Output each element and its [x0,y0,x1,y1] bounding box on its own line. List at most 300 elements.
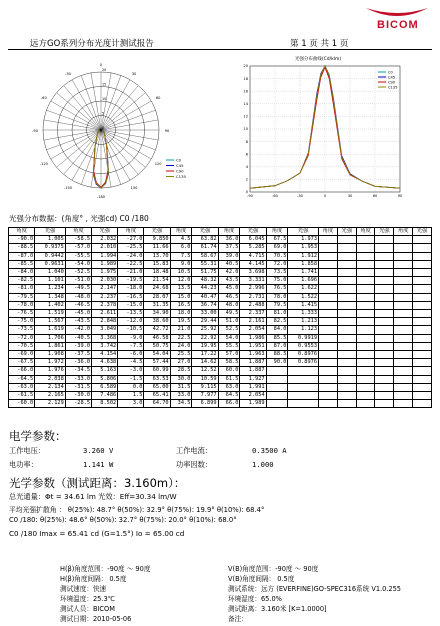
table-cell: 78.0 [266,293,288,301]
table-cell [337,260,356,268]
footer-right-line: 测试距离：3.160米 [K=1.0000] [228,605,327,613]
table-cell: 50.75 [144,342,170,350]
table-cell [356,342,375,350]
table-cell: 1.402 [35,301,66,309]
table-cell [413,293,432,301]
polar-radius-label: 20 [102,68,107,72]
table-cell: 3.049 [92,326,118,334]
table-cell: -79.5 [9,293,35,301]
table-cell: -60.0 [9,400,35,408]
table-cell: -22.5 [118,260,144,268]
table-cell: 82.5 [266,318,288,326]
table-cell: 1.989 [92,260,118,268]
optical-flux-line: 总光通量：Φt = 34.61 lm 光效：Eff=30.34 lm/W [9,492,177,501]
table-cell: -49.5 [65,285,91,293]
distribution-caption: 光强分布数据：(角度° , 光强cd) C0 /180 [9,214,149,223]
table-header-cell: 角度 [65,228,91,236]
y-tick-label: 12 [243,114,248,119]
table-cell: 6.899 [192,400,218,408]
table-header-cell: 光强 [288,228,319,236]
table-cell: 1.519 [35,310,66,318]
table-cell: -4.5 [118,359,144,367]
table-cell [266,392,288,400]
table-cell: 19.5 [170,318,192,326]
table-cell: 1.696 [288,277,319,285]
table-cell: 61.5 [218,375,240,383]
table-cell: 2.030 [92,277,118,285]
table-cell [375,285,394,293]
table-cell: 14.62 [192,359,218,367]
table-cell: 0.0 [118,383,144,391]
table-cell [337,236,356,244]
table-cell [337,293,356,301]
table-cell: 3.0 [118,400,144,408]
table-row [9,359,432,367]
x-tick-label: -60 [272,194,278,198]
table-cell: 65.41 [144,392,170,400]
table-cell [319,244,338,252]
table-row [9,334,432,342]
polar-angle-label: -180 [96,195,106,199]
table-cell [394,400,413,408]
polar-angle-label: 150 [130,186,138,191]
table-cell [337,342,356,350]
table-cell [413,400,432,408]
table-cell [356,326,375,334]
table-cell: -57.0 [65,244,91,252]
table-cell: -61.5 [9,392,35,400]
table-cell: 1.912 [288,252,319,260]
table-cell: 10.5 [170,269,192,277]
power-value: 1.141 W [83,460,114,469]
table-cell [356,351,375,359]
table-cell [394,301,413,309]
y-tick-label: 16 [243,89,248,94]
y-tick-label: 0 [245,190,248,195]
table-cell: -43.5 [65,318,91,326]
table-cell: 1.975 [92,269,118,277]
table-cell: -10.5 [118,326,144,334]
table-cell [319,359,338,367]
table-cell: -40.5 [65,334,91,342]
table-cell: 33.00 [192,310,218,318]
table-cell: -1.5 [118,375,144,383]
optical-beam-angle-line: 平均光强扩散角 ： θ(25%): 48.7° θ(50%): 32.9° θ(75%): 19.9° θ(10%): 68.4° [9,506,265,514]
table-cell [356,260,375,268]
table-cell: 72.0 [266,260,288,268]
table-cell: 28.5 [170,367,192,375]
table-cell [319,392,338,400]
table-cell [413,252,432,260]
voltage-label: 工作电压： [9,446,45,455]
table-cell [356,277,375,285]
table-cell: 1.986 [240,334,266,342]
table-cell [413,310,432,318]
table-cell: 1.213 [288,318,319,326]
table-cell: 1.994 [92,252,118,260]
table-cell [375,334,394,342]
table-cell: -76.5 [9,310,35,318]
table-cell: 60.99 [144,367,170,375]
table-cell: 21.0 [170,326,192,334]
table-cell [288,392,319,400]
x-tick-label: -30 [297,194,303,198]
table-cell [337,351,356,359]
table-cell: -21.0 [118,269,144,277]
table-cell: 2.038 [35,375,66,383]
table-cell: 15.83 [144,260,170,268]
table-cell: -25.5 [118,244,144,252]
footer-left-line: 测试速度：快速 [60,585,107,593]
table-cell [394,310,413,318]
table-cell: 79.5 [266,301,288,309]
table-cell: 48.0 [218,301,240,309]
table-cell: 2.488 [240,301,266,309]
line-legend-label: C135 [388,85,398,90]
table-cell: 54.0 [218,334,240,342]
table-cell: 2.129 [35,400,66,408]
table-cell: 52.5 [218,326,240,334]
table-cell [375,383,394,391]
table-cell [413,375,432,383]
table-cell [413,383,432,391]
table-cell [394,318,413,326]
table-cell [413,318,432,326]
table-cell: 1.040 [35,269,66,277]
table-cell [337,318,356,326]
table-cell: -31.5 [65,383,91,391]
table-cell [356,301,375,309]
table-cell: 1.887 [240,359,266,367]
table-cell: 2.996 [240,285,266,293]
table-cell: 66.0 [218,400,240,408]
table-cell [375,318,394,326]
table-cell: 9.0 [170,260,192,268]
table-cell: -85.5 [9,260,35,268]
table-cell: 0.8976 [288,351,319,359]
table-cell: -13.5 [118,310,144,318]
table-cell: 73.5 [266,269,288,277]
table-cell: -81.0 [9,285,35,293]
table-cell: 38.60 [144,318,170,326]
table-cell [337,383,356,391]
table-cell [319,277,338,285]
table-cell: 64.70 [144,400,170,408]
table-header-cell: 角度 [356,228,375,236]
table-cell [319,269,338,277]
electrical-heading: 电学参数： [9,429,67,443]
table-cell [266,367,288,375]
table-cell: 0.9375 [35,244,66,252]
table-cell: -15.0 [118,301,144,309]
table-cell: 48.32 [192,277,218,285]
table-cell: 24.68 [144,285,170,293]
table-cell: 3.742 [92,342,118,350]
table-row [9,236,432,244]
table-cell: 63.53 [144,375,170,383]
table-row [9,269,432,277]
table-header-cell: 角度 [218,228,240,236]
table-cell: 37.5 [218,244,240,252]
table-cell: 2.337 [240,310,266,318]
table-cell: -33.0 [65,375,91,383]
table-cell: 13.5 [170,285,192,293]
table-cell [394,277,413,285]
table-cell: -67.5 [9,359,35,367]
table-cell [375,351,394,359]
polar-angle-label: -120 [39,162,48,166]
table-cell: -16.5 [118,293,144,301]
table-cell: 5.285 [240,244,266,252]
polar-radius-label: 15 [102,82,107,87]
table-cell: 17.22 [192,351,218,359]
table-cell: 3.698 [240,269,266,277]
table-cell: 58.67 [192,252,218,260]
table-cell: 45.0 [218,285,240,293]
table-cell [413,301,432,309]
table-cell: -58.5 [65,236,91,244]
table-cell [356,285,375,293]
table-cell [356,375,375,383]
table-cell [356,392,375,400]
table-row [9,285,432,293]
table-cell [375,359,394,367]
table-cell: 2.161 [240,318,266,326]
polar-legend-label: C135 [176,174,186,179]
table-cell: -82.5 [9,277,35,285]
table-cell: -78.0 [9,301,35,309]
table-header-cell: 光强 [413,228,432,236]
table-row [9,301,432,309]
table-cell: 4.154 [92,351,118,359]
table-cell: 49.5 [218,310,240,318]
table-header-row [9,228,432,236]
table-cell [356,310,375,318]
table-cell [413,236,432,244]
table-cell: -18.0 [118,285,144,293]
table-cell: 43.5 [218,277,240,285]
table-cell: 7.486 [92,392,118,400]
table-cell: -66.0 [9,367,35,375]
table-cell [394,383,413,391]
table-cell: -3.0 [118,367,144,375]
table-cell [356,383,375,391]
power-factor-label: 功率因数： [176,460,212,469]
power-factor-value: 1.000 [252,460,274,469]
footer-right-line: V(B)角度范围：-90度 ～ 90度 [228,565,319,573]
table-cell: -87.0 [9,252,35,260]
table-cell [375,236,394,244]
table-cell [394,392,413,400]
table-cell [394,293,413,301]
table-cell [288,383,319,391]
x-tick-label: 90 [397,194,403,198]
table-cell [375,367,394,375]
table-cell: 75.0 [266,277,288,285]
table-cell [356,334,375,342]
table-cell [375,400,394,408]
table-cell: -75.0 [9,318,35,326]
table-cell: 3.331 [240,277,266,285]
table-cell: -36.0 [65,359,91,367]
table-cell: 34.90 [144,310,170,318]
power-label: 电功率： [9,460,38,469]
polar-legend-label: C0 [176,157,182,163]
table-cell [337,367,356,375]
table-cell: 1.976 [35,367,66,375]
table-cell: 22.92 [192,334,218,342]
table-cell: 9.850 [144,236,170,244]
polar-angle-label: 60 [155,96,161,100]
table-cell: 1.234 [35,285,66,293]
polar-legend-label: C45 [176,163,184,168]
table-cell [337,269,356,277]
table-cell: 13.70 [144,252,170,260]
table-cell: 63.0 [218,383,240,391]
table-cell: 5.163 [92,367,118,375]
table-cell: 2.010 [92,244,118,252]
table-row [9,342,432,350]
polar-plot [18,52,198,202]
table-cell: 6.589 [92,383,118,391]
table-cell [319,252,338,260]
table-cell [413,392,432,400]
table-header-cell: 光强 [240,228,266,236]
table-cell [337,285,356,293]
table-cell [394,260,413,268]
table-cell: 16.5 [170,301,192,309]
table-row [9,375,432,383]
optical-c0-angle-line: C0 /180: θ(25%): 48.6° θ(50%): 32.7° θ(75%): 20.0° θ(10%): 68.0° [9,516,237,524]
table-header-cell: 光强 [192,228,218,236]
table-cell: 58.5 [218,359,240,367]
table-cell [413,244,432,252]
table-cell: 29.44 [192,318,218,326]
table-cell: 39.0 [218,252,240,260]
table-cell: -84.0 [9,269,35,277]
table-cell: 42.72 [144,326,170,334]
intensity-data-table [8,227,432,408]
table-cell: 64.5 [218,392,240,400]
footer-left-line: 测试日期：2010-05-06 [60,615,132,623]
table-cell [319,400,338,408]
table-cell [266,375,288,383]
table-cell [319,375,338,383]
table-cell: -12.0 [118,318,144,326]
table-cell [394,351,413,359]
table-cell [266,400,288,408]
footer-left [60,563,150,623]
table-cell: 46.5 [218,293,240,301]
table-cell [288,375,319,383]
table-cell: 70.5 [266,252,288,260]
footer-left-line: H(β)角度范围：-90度 ～ 90度 [60,565,151,573]
table-cell: 25.5 [170,351,192,359]
table-header-cell: 角度 [394,228,413,236]
polar-radius-label: 0 [102,126,105,130]
report-title: 远方GO系列分布光度计测试报告 [30,39,154,49]
table-cell [319,301,338,309]
footer-right [228,563,401,623]
table-cell: 1.706 [35,334,66,342]
table-cell [375,301,394,309]
table-header-cell: 角度 [319,228,338,236]
table-cell [337,310,356,318]
table-cell: 69.0 [266,244,288,252]
table-cell: 51.75 [192,269,218,277]
table-cell: 1.963 [240,351,266,359]
table-cell [266,383,288,391]
table-cell [337,334,356,342]
table-cell: 36.74 [192,301,218,309]
table-cell [413,269,432,277]
table-cell [413,351,432,359]
table-cell [337,400,356,408]
table-cell: -46.5 [65,301,91,309]
table-cell [319,342,338,350]
table-cell: 7.5 [170,252,192,260]
table-cell [319,285,338,293]
table-cell: -6.0 [118,351,144,359]
table-cell: -88.5 [9,244,35,252]
table-cell [337,252,356,260]
page-info: 第 1 页 共 1 页 [290,39,349,49]
table-row [9,260,432,268]
table-cell [319,334,338,342]
table-cell: -9.0 [118,334,144,342]
table-cell: -90.0 [9,236,35,244]
table-cell: 1.741 [288,269,319,277]
table-cell [356,269,375,277]
y-tick-label: 20 [243,64,248,69]
table-row [9,351,432,359]
table-cell: 12.52 [192,367,218,375]
table-cell [356,252,375,260]
table-header-cell: 角度 [170,228,192,236]
table-cell: -34.5 [65,367,91,375]
table-cell: 8.502 [92,400,118,408]
table-cell: 28.07 [144,293,170,301]
table-cell [413,334,432,342]
polar-angle-label: -60 [40,96,47,100]
table-cell: 57.0 [218,351,240,359]
table-cell: -37.5 [65,351,91,359]
table-cell: 1.989 [240,400,266,408]
table-cell [394,244,413,252]
table-cell: 1.927 [240,375,266,383]
polar-angle-label: -30 [65,71,71,76]
y-tick-label: 18 [243,76,248,81]
table-cell: 31.5 [170,383,192,391]
table-cell [394,285,413,293]
table-cell [319,318,338,326]
table-cell [375,269,394,277]
table-cell: 60.0 [218,367,240,375]
y-tick-label: 6 [245,152,248,157]
table-row [9,392,432,400]
table-cell: 10.59 [192,375,218,383]
table-cell [413,260,432,268]
footer-right-line: 备注： [228,615,248,623]
table-cell [375,277,394,285]
table-cell: 12.0 [170,277,192,285]
table-cell: 65.00 [144,383,170,391]
table-cell: 4.145 [240,260,266,268]
table-cell: 0.9631 [35,260,66,268]
table-cell: 4.715 [240,252,266,260]
table-cell [375,342,394,350]
table-cell: 81.0 [266,310,288,318]
